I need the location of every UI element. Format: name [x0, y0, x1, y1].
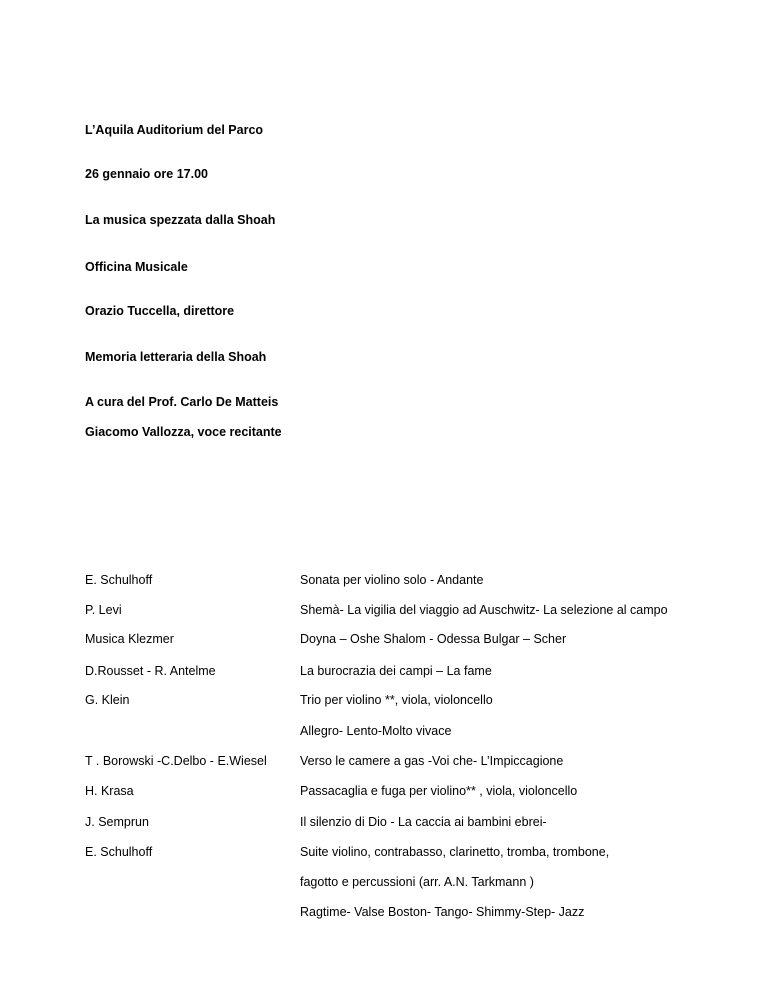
program-work: Ragtime- Valse Boston- Tango- Shimmy-Step- Jazz [300, 905, 585, 919]
director-line: Orazio Tuccella, direttore [85, 304, 235, 318]
literary-memory-line: Memoria letteraria della Shoah [85, 350, 267, 364]
program-author: T . Borowski -C.Delbo - E.Wiesel [85, 754, 267, 768]
program-work: Il silenzio di Dio - La caccia ai bambini ebrei- [300, 815, 547, 829]
program-author: E. Schulhoff [85, 845, 153, 859]
program-author: E. Schulhoff [85, 573, 153, 587]
program-work: Verso le camere a gas -Voi che- L’Impiccagione [300, 754, 564, 768]
program-work: Sonata per violino solo - Andante [300, 573, 484, 587]
program-work: Allegro- Lento-Molto vivace [300, 724, 452, 738]
curator-line: A cura del Prof. Carlo De Matteis [85, 395, 279, 409]
program-work: Shemà- La vigilia del viaggio ad Auschwitz- La selezione al campo [300, 603, 668, 617]
ensemble-line: Officina Musicale [85, 260, 188, 274]
program-author: H. Krasa [85, 784, 134, 798]
program-author: D.Rousset - R. Antelme [85, 664, 216, 678]
program-work: fagotto e percussioni (arr. A.N. Tarkmann ) [300, 875, 534, 889]
program-work: La burocrazia dei campi – La fame [300, 664, 492, 678]
program-work: Suite violino, contrabasso, clarinetto, tromba, trombone, [300, 845, 610, 859]
program-author: P. Levi [85, 603, 122, 617]
program-work: Doyna – Oshe Shalom - Odessa Bulgar – Scher [300, 632, 567, 646]
event-title: La musica spezzata dalla Shoah [85, 213, 276, 227]
venue-line: L’Aquila Auditorium del Parco [85, 123, 264, 137]
program-work: Passacaglia e fuga per violino** , viola, violoncello [300, 784, 578, 798]
program-author: Musica Klezmer [85, 632, 174, 646]
date-line: 26 gennaio ore 17.00 [85, 167, 208, 181]
program-author: J. Semprun [85, 815, 149, 829]
program-work: Trio per violino **, viola, violoncello [300, 693, 493, 707]
reciting-voice-line: Giacomo Vallozza, voce recitante [85, 425, 282, 439]
program-author: G. Klein [85, 693, 130, 707]
